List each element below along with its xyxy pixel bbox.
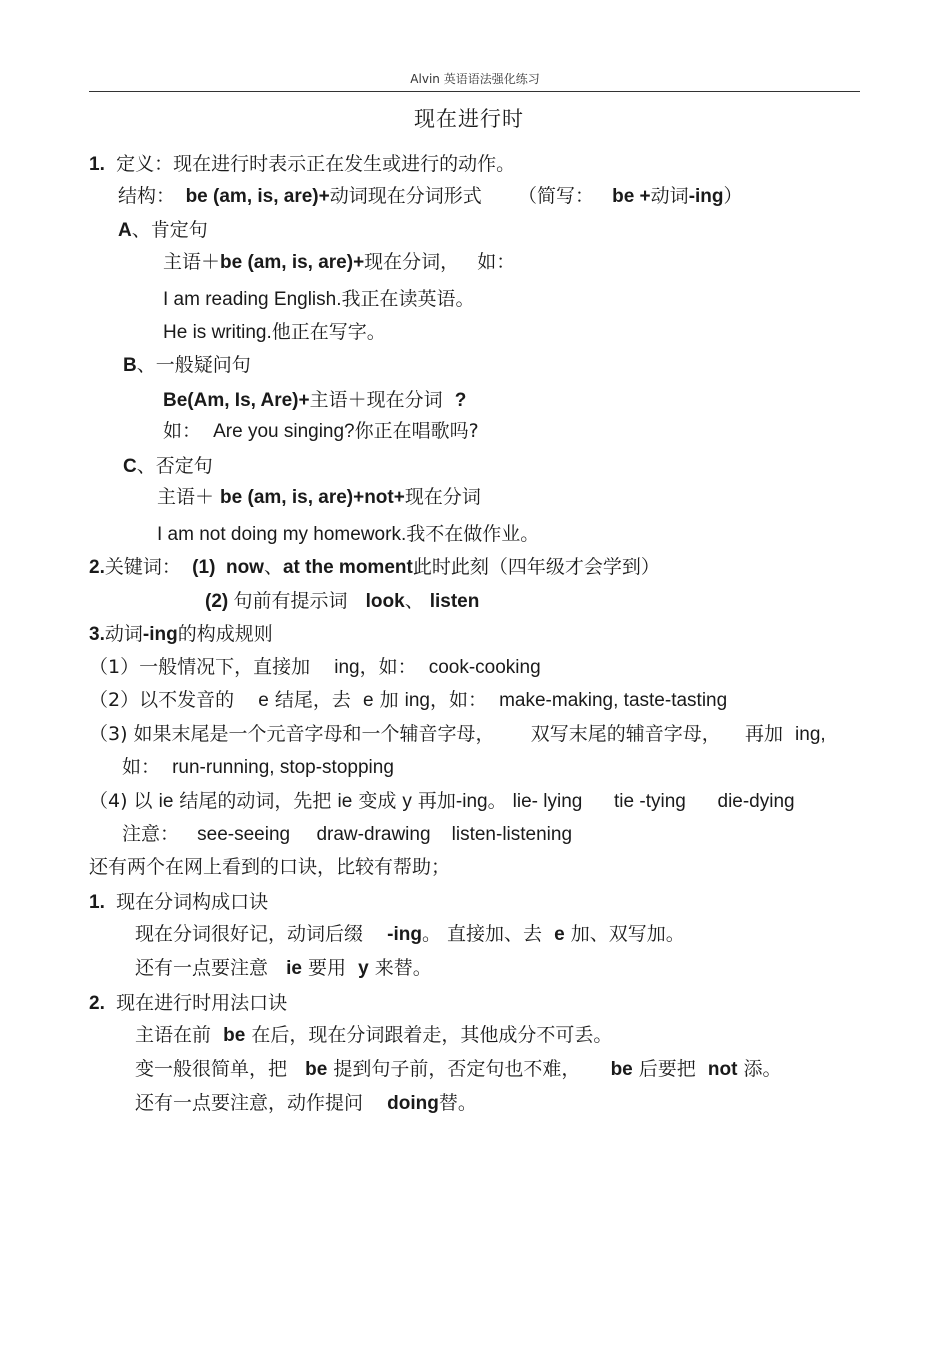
text-segment: doing	[387, 1093, 439, 1114]
text-segment: ，如：	[429, 689, 500, 711]
text-segment: （简写：	[481, 185, 613, 207]
text-segment: 此时此刻（四年级才会学到）	[412, 556, 660, 578]
mnemonic-line	[135, 1057, 781, 1082]
ing-rules-heading	[89, 622, 273, 647]
text-segment: 加	[373, 689, 405, 711]
rule-example	[122, 755, 394, 780]
text-segment: (2)	[205, 591, 234, 612]
text-segment: 、肯定句	[131, 219, 208, 241]
text-segment: 主语＋现在分词	[309, 389, 455, 411]
section-a-heading	[118, 218, 208, 243]
example-line	[163, 287, 475, 312]
text-segment: 2.	[89, 557, 105, 578]
text-segment: 、否定句	[136, 455, 213, 477]
text-segment: 、	[404, 590, 430, 612]
text-segment: run-running, stop-stopping	[172, 757, 394, 778]
text-segment: cook-cooking	[428, 657, 541, 678]
text-segment: be	[610, 1059, 633, 1080]
text-segment: make-making, taste-tasting	[499, 690, 728, 711]
text-segment: 结尾的动词，先把	[173, 790, 338, 812]
text-segment: at the moment	[282, 557, 413, 578]
text-segment: be	[305, 1059, 328, 1080]
text-segment: 在后，现在分词跟着走，其他成分不可丢。	[245, 1024, 613, 1046]
example-line	[163, 320, 386, 345]
text-segment: 。 直接加、去	[422, 923, 555, 945]
page-title: 现在进行时	[414, 107, 524, 131]
text-segment: 定义：现在进行时表示正在发生或进行的动作。	[110, 153, 516, 175]
text-segment: 他正在写字。	[271, 321, 386, 343]
text-segment: 关键词：	[104, 556, 187, 578]
section-b-heading	[123, 353, 251, 378]
definition-line	[89, 152, 515, 177]
text-segment: 还有一点要注意	[135, 957, 287, 979]
mnemonic-line	[135, 1023, 612, 1048]
text-segment: B	[123, 355, 137, 376]
text-segment: 动词现在分词形式	[329, 185, 482, 207]
example-line	[163, 419, 479, 444]
mnemonic-line	[135, 956, 432, 981]
text-segment: C	[123, 456, 137, 477]
text-segment: lie- lying tie -tying die-dying	[512, 791, 795, 812]
mnemonic-line	[135, 1091, 477, 1116]
text-segment: 现在分词， 如：	[364, 251, 516, 273]
text-segment: ing,	[795, 724, 826, 745]
text-segment: 后要把	[632, 1058, 708, 1080]
text-segment: be	[223, 1025, 246, 1046]
text-segment: ing	[404, 690, 430, 711]
text-segment: （1）一般情况下，直接加	[89, 656, 335, 678]
text-segment: A	[118, 220, 132, 241]
text-segment: e	[258, 690, 269, 711]
text-segment: y	[402, 791, 412, 812]
text-segment: 如：	[163, 420, 214, 442]
negative-formula	[157, 485, 481, 510]
text-segment: look	[365, 591, 405, 612]
rule-item	[89, 722, 826, 747]
text-segment: e	[362, 690, 374, 711]
text-segment: ?	[454, 390, 467, 411]
text-segment: 如：	[122, 756, 173, 778]
text-segment: 变成	[352, 790, 403, 812]
text-segment: 我正在读英语。	[341, 288, 475, 310]
text-segment: 现在分词构成口诀	[110, 891, 269, 913]
text-segment: Be(Am, Is, Are)+	[163, 390, 310, 411]
text-segment: e	[554, 924, 565, 945]
text-segment: 加、双写加。	[564, 923, 685, 945]
text-segment: 、一般疑问句	[136, 354, 251, 376]
text-segment: Are you singing?	[213, 421, 355, 442]
header-rule	[89, 91, 860, 92]
text-segment: 还有一点要注意，动作提问	[135, 1092, 388, 1114]
text-segment: 要用	[301, 957, 359, 979]
mnemonic-intro	[89, 855, 450, 879]
text-segment: He is writing.	[163, 322, 272, 343]
text-segment: （2）以不发音的	[89, 689, 259, 711]
text-segment: 替。	[438, 1092, 477, 1114]
text-segment: 、	[263, 556, 283, 578]
affirmative-formula	[163, 250, 515, 275]
page-header: Alvin 英语语法强化练习	[410, 72, 540, 86]
text-segment: 动词	[650, 185, 689, 207]
text-segment: (1) now	[186, 557, 264, 578]
text-segment: be (am, is, are)+	[175, 186, 330, 207]
text-segment: 1.	[89, 154, 111, 175]
text-segment: 结尾，去	[268, 689, 363, 711]
text-segment: see-seeing draw-drawing listen-listening	[197, 824, 573, 845]
structure-line	[118, 184, 743, 209]
text-segment: 。	[487, 790, 513, 812]
text-segment: 2.	[89, 993, 111, 1014]
text-segment: 现在分词	[404, 486, 481, 508]
text-segment: 你正在唱歌吗?	[354, 420, 479, 442]
text-segment: 句前有提示词	[233, 590, 366, 612]
section-c-heading	[123, 454, 213, 479]
text-segment: y	[358, 958, 369, 979]
rule-item	[89, 655, 541, 680]
text-segment: ）	[723, 185, 743, 207]
text-segment: 再加	[411, 790, 456, 812]
text-segment: I am not doing my homework.	[157, 524, 407, 545]
text-segment: ie	[337, 791, 353, 812]
rule-item	[89, 789, 795, 814]
question-formula	[163, 388, 466, 413]
text-segment: be +	[612, 186, 651, 207]
text-segment: 添。	[737, 1058, 782, 1080]
text-segment: （4) 以	[89, 790, 159, 812]
text-segment: 我不在做作业。	[406, 523, 540, 545]
text-segment: 结构：	[118, 185, 176, 207]
text-segment: -ing	[387, 924, 422, 945]
text-segment: 3.	[89, 624, 105, 645]
mnemonic-heading	[89, 890, 268, 915]
text-segment: 主语＋	[157, 486, 221, 508]
text-segment: I am reading English.	[163, 289, 342, 310]
text-segment: 现在分词很好记，动词后缀	[135, 923, 388, 945]
keywords-line-2	[205, 589, 479, 614]
text-segment: ing	[334, 657, 360, 678]
example-line	[157, 522, 539, 547]
text-segment: 主语在前	[135, 1024, 224, 1046]
text-segment: listen	[429, 591, 480, 612]
text-segment: -ing	[688, 186, 724, 207]
text-segment: 变一般很简单，把	[135, 1058, 306, 1080]
text-segment: 提到句子前，否定句也不难，	[327, 1058, 611, 1080]
text-segment: 动词	[104, 623, 143, 645]
mnemonic-heading	[89, 991, 287, 1016]
text-segment: 现在进行时用法口诀	[110, 992, 288, 1014]
text-segment: （3) 如果末尾是一个元音字母和一个辅音字母， 双写末尾的辅音字母， 再加	[89, 723, 796, 745]
text-segment: -ing	[142, 624, 178, 645]
text-segment: be (am, is, are)+	[220, 252, 365, 273]
text-segment: ie	[286, 958, 302, 979]
text-segment: 的构成规则	[177, 623, 273, 645]
text-segment: not	[707, 1059, 738, 1080]
keywords-line	[89, 555, 660, 580]
rule-item	[89, 688, 727, 713]
text-segment: -ing	[455, 791, 488, 812]
text-segment: 主语＋	[163, 251, 221, 273]
text-segment: be (am, is, are)+not+	[220, 487, 405, 508]
text-segment: ，如：	[359, 656, 429, 678]
text-segment: 还有两个在网上看到的口诀，比较有帮助；	[89, 856, 451, 878]
text-segment: 来替。	[368, 957, 432, 979]
text-segment: 1.	[89, 892, 111, 913]
mnemonic-line	[135, 922, 685, 947]
text-segment: 注意：	[122, 823, 198, 845]
rule-note	[122, 822, 572, 847]
text-segment: ie	[158, 791, 174, 812]
